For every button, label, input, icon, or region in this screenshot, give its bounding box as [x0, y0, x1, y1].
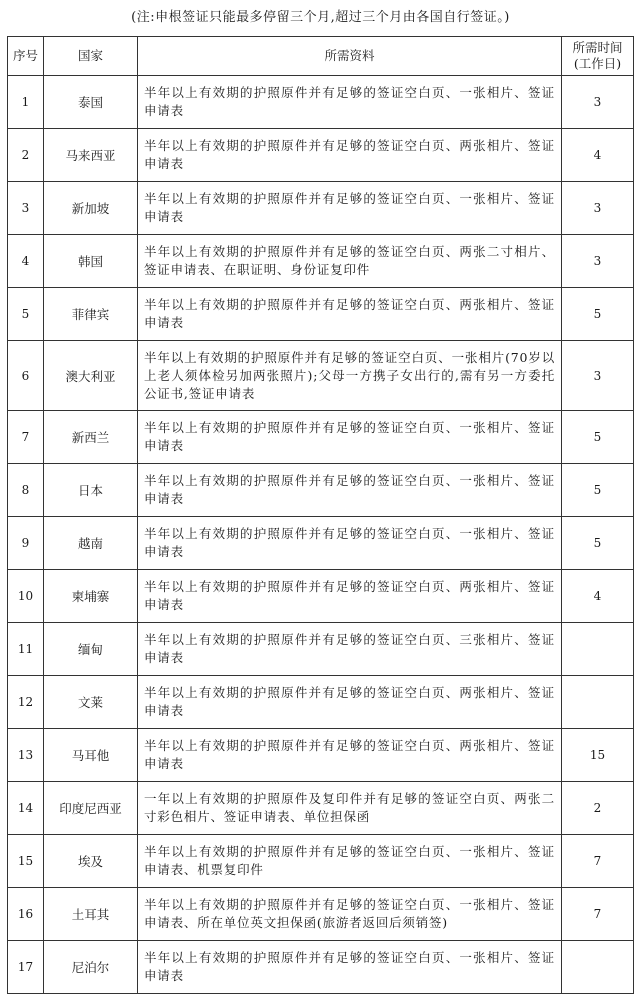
- cell-requirements: 半年以上有效期的护照原件并有足够的签证空白页、一张相片、签证申请表: [138, 76, 562, 129]
- cell-index: 5: [8, 288, 44, 341]
- cell-requirements: 半年以上有效期的护照原件并有足够的签证空白页、一张相片、签证申请表: [138, 941, 562, 994]
- table-row: [8, 411, 634, 464]
- cell-country: 越南: [44, 517, 138, 570]
- cell-requirements: 半年以上有效期的护照原件并有足够的签证空白页、一张相片、签证申请表: [138, 182, 562, 235]
- cell-time: 3: [562, 341, 634, 411]
- cell-requirements: 半年以上有效期的护照原件并有足够的签证空白页、两张二寸相片、签证申请表、在职证明、身份证复印件: [138, 235, 562, 288]
- cell-country: 马来西亚: [44, 129, 138, 182]
- cell-time: 5: [562, 517, 634, 570]
- cell-index: 14: [8, 782, 44, 835]
- cell-country: 埃及: [44, 835, 138, 888]
- cell-index: 8: [8, 464, 44, 517]
- cell-country: 印度尼西亚: [44, 782, 138, 835]
- cell-time: 5: [562, 411, 634, 464]
- cell-requirements: 半年以上有效期的护照原件并有足够的签证空白页、一张相片、签证申请表、机票复印件: [138, 835, 562, 888]
- table-row: [8, 341, 634, 411]
- cell-index: 16: [8, 888, 44, 941]
- cell-time: 3: [562, 182, 634, 235]
- cell-requirements: 半年以上有效期的护照原件并有足够的签证空白页、两张相片、签证申请表: [138, 676, 562, 729]
- cell-requirements: 半年以上有效期的护照原件并有足够的签证空白页、两张相片、签证申请表: [138, 570, 562, 623]
- cell-country: 韩国: [44, 235, 138, 288]
- cell-country: 文莱: [44, 676, 138, 729]
- cell-requirements: 半年以上有效期的护照原件并有足够的签证空白页、两张相片、签证申请表: [138, 129, 562, 182]
- table-row: [8, 888, 634, 941]
- cell-index: 4: [8, 235, 44, 288]
- cell-requirements: 半年以上有效期的护照原件并有足够的签证空白页、一张相片(70岁以上老人须体检另加两张照片);父母一方携子女出行的,需有另一方委托公证书,签证申请表: [138, 341, 562, 411]
- cell-index: 7: [8, 411, 44, 464]
- header-country: 国家: [44, 37, 138, 76]
- cell-time: 3: [562, 76, 634, 129]
- cell-country: 澳大利亚: [44, 341, 138, 411]
- cell-time: [562, 941, 634, 994]
- cell-country: 马耳他: [44, 729, 138, 782]
- header-time-line1: 所需时间: [572, 40, 623, 55]
- table-row: [8, 464, 634, 517]
- cell-time: 4: [562, 129, 634, 182]
- cell-index: 13: [8, 729, 44, 782]
- cell-time: [562, 676, 634, 729]
- table-row: [8, 129, 634, 182]
- table-row: [8, 729, 634, 782]
- cell-time: 3: [562, 235, 634, 288]
- table-row: [8, 517, 634, 570]
- cell-country: 土耳其: [44, 888, 138, 941]
- schengen-note: (注:申根签证只能最多停留三个月,超过三个月由各国自行签证。): [131, 10, 510, 25]
- header-index: 序号: [8, 37, 44, 76]
- header-requirements: 所需资料: [138, 37, 562, 76]
- header-time-line2: (工作日): [573, 56, 622, 71]
- cell-index: 2: [8, 129, 44, 182]
- table-row: [8, 782, 634, 835]
- cell-time: 5: [562, 288, 634, 341]
- cell-index: 3: [8, 182, 44, 235]
- cell-time: [562, 623, 634, 676]
- cell-requirements: 半年以上有效期的护照原件并有足够的签证空白页、一张相片、签证申请表: [138, 411, 562, 464]
- cell-time: 15: [562, 729, 634, 782]
- header-time: [562, 37, 634, 76]
- table-row: [8, 676, 634, 729]
- header-row: [8, 37, 634, 76]
- cell-index: 11: [8, 623, 44, 676]
- table-row: [8, 570, 634, 623]
- cell-requirements: 半年以上有效期的护照原件并有足够的签证空白页、一张相片、签证申请表: [138, 464, 562, 517]
- cell-index: 10: [8, 570, 44, 623]
- cell-country: 日本: [44, 464, 138, 517]
- cell-index: 1: [8, 76, 44, 129]
- cell-time: 7: [562, 888, 634, 941]
- cell-requirements: 半年以上有效期的护照原件并有足够的签证空白页、一张相片、签证申请表: [138, 517, 562, 570]
- visa-requirements-table: [7, 36, 634, 994]
- cell-country: 新加坡: [44, 182, 138, 235]
- cell-requirements: 一年以上有效期的护照原件及复印件并有足够的签证空白页、两张二寸彩色相片、签证申请表、单位担保函: [138, 782, 562, 835]
- cell-country: 菲律宾: [44, 288, 138, 341]
- cell-index: 9: [8, 517, 44, 570]
- cell-index: 17: [8, 941, 44, 994]
- cell-country: 柬埔寨: [44, 570, 138, 623]
- cell-requirements: 半年以上有效期的护照原件并有足够的签证空白页、两张相片、签证申请表: [138, 729, 562, 782]
- cell-country: 缅甸: [44, 623, 138, 676]
- table-body: [8, 76, 634, 994]
- cell-requirements: 半年以上有效期的护照原件并有足够的签证空白页、一张相片、签证申请表、所在单位英文担保函(旅游者返回后须销签): [138, 888, 562, 941]
- cell-time: 5: [562, 464, 634, 517]
- cell-index: 15: [8, 835, 44, 888]
- table-row: [8, 941, 634, 994]
- cell-time: 7: [562, 835, 634, 888]
- cell-time: 4: [562, 570, 634, 623]
- table-row: [8, 76, 634, 129]
- cell-time: 2: [562, 782, 634, 835]
- cell-requirements: 半年以上有效期的护照原件并有足够的签证空白页、三张相片、签证申请表: [138, 623, 562, 676]
- table-row: [8, 235, 634, 288]
- cell-index: 6: [8, 341, 44, 411]
- table-row: [8, 623, 634, 676]
- cell-country: 新西兰: [44, 411, 138, 464]
- table-row: [8, 182, 634, 235]
- cell-country: 尼泊尔: [44, 941, 138, 994]
- table-row: [8, 288, 634, 341]
- cell-country: 泰国: [44, 76, 138, 129]
- cell-index: 12: [8, 676, 44, 729]
- cell-requirements: 半年以上有效期的护照原件并有足够的签证空白页、两张相片、签证申请表: [138, 288, 562, 341]
- table-row: [8, 835, 634, 888]
